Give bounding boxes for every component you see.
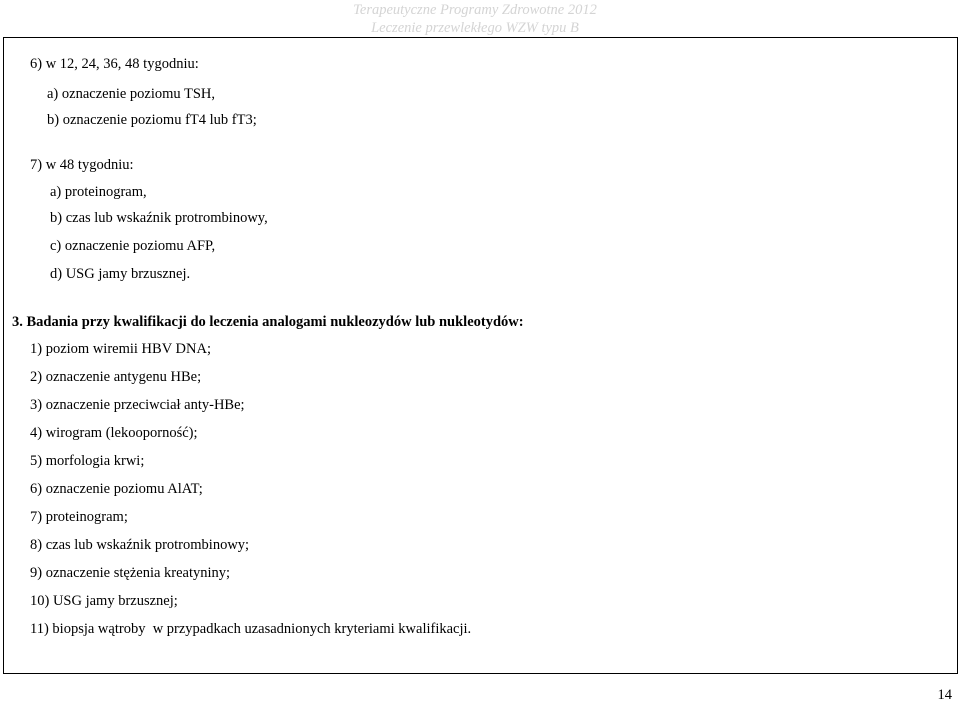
page-number: 14: [937, 687, 952, 703]
section-3-heading: 3. Badania przy kwalifikacji do leczenia analogami nukleozydów lub nukleotydów:: [12, 314, 524, 330]
header-program-subtitle: Leczenie przewlekłego WZW typu B: [371, 20, 579, 36]
list-subitem-6b: b) oznaczenie poziomu fT4 lub fT3;: [47, 112, 257, 128]
section-3-item-8: 8) czas lub wskaźnik protrombinowy;: [30, 537, 250, 553]
section-3-item-11: 11) biopsja wątroby w przypadkach uzasadnionych kryteriami kwalifikacji.: [30, 621, 472, 637]
section-3-item-2: 2) oznaczenie antygenu HBe;: [30, 369, 202, 385]
list-item-6-title: 6) w 12, 24, 36, 48 tygodniu:: [30, 56, 199, 72]
section-3-item-1: 1) poziom wiremii HBV DNA;: [30, 341, 211, 357]
list-subitem-7b: b) czas lub wskaźnik protrombinowy,: [50, 210, 268, 226]
section-3-item-7: 7) proteinogram;: [30, 509, 128, 525]
section-3-item-6: 6) oznaczenie poziomu AlAT;: [30, 481, 203, 497]
list-subitem-7c: c) oznaczenie poziomu AFP,: [50, 238, 216, 254]
document-header: [330, 1, 620, 37]
list-subitem-7a: a) proteinogram,: [50, 184, 147, 200]
section-3-item-4: 4) wirogram (lekooporność);: [30, 425, 198, 441]
list-item-7-title: 7) w 48 tygodniu:: [30, 157, 134, 173]
section-3-item-10: 10) USG jamy brzusznej;: [30, 593, 178, 609]
list-subitem-6a: a) oznaczenie poziomu TSH,: [47, 86, 216, 102]
section-3-item-9: 9) oznaczenie stężenia kreatyniny;: [30, 565, 231, 581]
list-subitem-7d: d) USG jamy brzusznej.: [50, 266, 191, 282]
section-3-item-3: 3) oznaczenie przeciwciał anty-HBe;: [30, 397, 245, 413]
section-3-item-5: 5) morfologia krwi;: [30, 453, 145, 469]
header-program-title: Terapeutyczne Programy Zdrowotne 2012: [353, 2, 597, 18]
